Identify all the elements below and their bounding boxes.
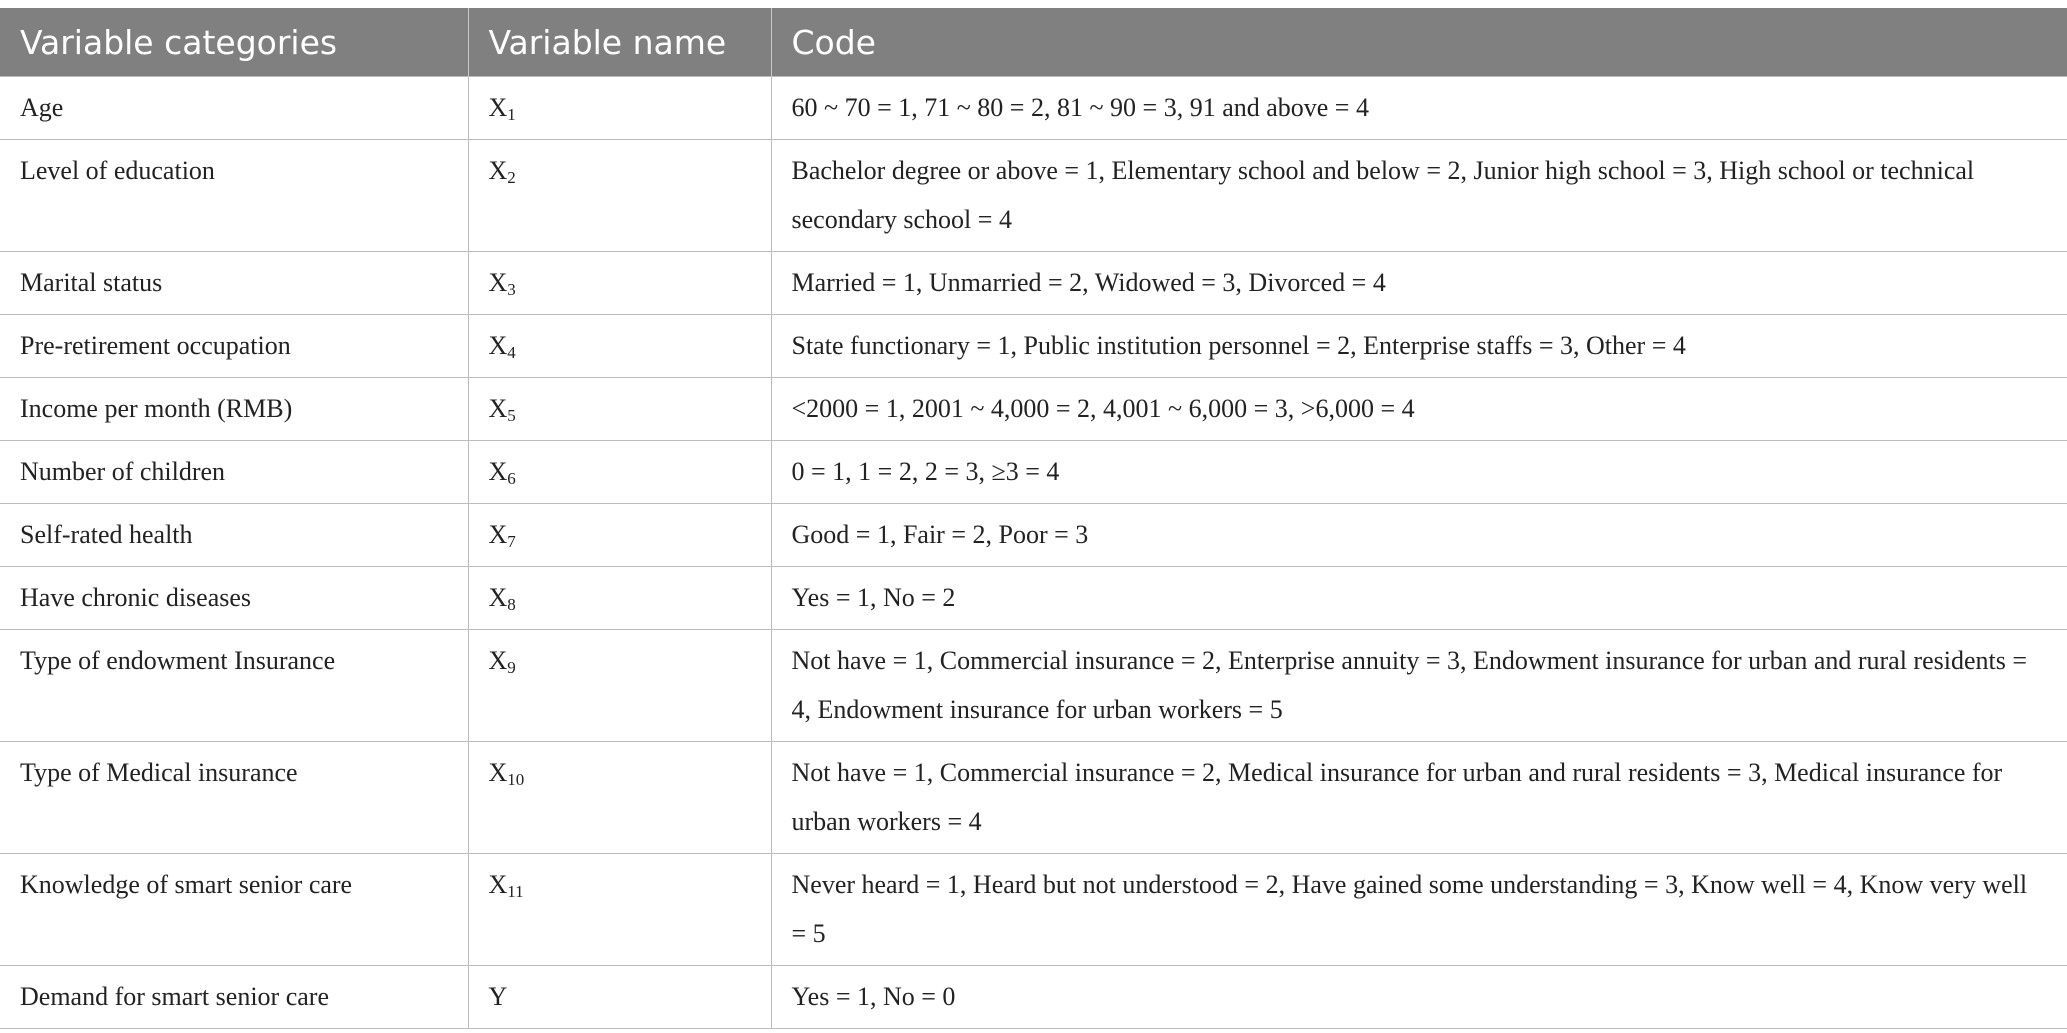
cell-variable-name xyxy=(468,140,771,252)
cell-code: Yes = 1, No = 0 xyxy=(771,966,2067,1029)
variable-subscript: 10 xyxy=(507,770,525,789)
variable-symbol: X xyxy=(488,520,508,549)
cell-code: Married = 1, Unmarried = 2, Widowed = 3, Divorced = 4 xyxy=(771,252,2067,315)
table-row xyxy=(0,140,2067,252)
header-variable-name: Variable name xyxy=(468,8,771,77)
variable-symbol: X xyxy=(488,268,508,297)
cell-category: Demand for smart senior care xyxy=(0,966,468,1029)
table-row xyxy=(0,441,2067,504)
cell-variable-name xyxy=(468,567,771,630)
table-row xyxy=(0,378,2067,441)
cell-code: Not have = 1, Commercial insurance = 2, Enterprise annuity = 3, Endowment insurance for urban and rural residents = 4, Endowment insurance for urban workers = 5 xyxy=(771,630,2067,742)
cell-category: Marital status xyxy=(0,252,468,315)
cell-variable-name xyxy=(468,630,771,742)
variable-symbol: X xyxy=(488,870,508,899)
cell-variable-name xyxy=(468,252,771,315)
cell-variable-name xyxy=(468,378,771,441)
variable-subscript: 7 xyxy=(507,532,516,551)
cell-category: Type of endowment Insurance xyxy=(0,630,468,742)
cell-code: Never heard = 1, Heard but not understood = 2, Have gained some understanding = 3, Know well = 4, Know very well = 5 xyxy=(771,854,2067,966)
variable-symbol: X xyxy=(488,457,508,486)
table-row xyxy=(0,567,2067,630)
variable-symbol: Y xyxy=(488,982,508,1011)
cell-category: Age xyxy=(0,77,468,140)
variable-subscript: 11 xyxy=(507,882,524,901)
cell-code: Yes = 1, No = 2 xyxy=(771,567,2067,630)
cell-category: Type of Medical insurance xyxy=(0,742,468,854)
variable-coding-table-container xyxy=(0,8,2067,1029)
header-row xyxy=(0,8,2067,77)
table-row xyxy=(0,630,2067,742)
cell-variable-name xyxy=(468,966,771,1029)
cell-category: Income per month (RMB) xyxy=(0,378,468,441)
cell-code: 60 ~ 70 = 1, 71 ~ 80 = 2, 81 ~ 90 = 3, 91 and above = 4 xyxy=(771,77,2067,140)
cell-variable-name xyxy=(468,77,771,140)
cell-code: 0 = 1, 1 = 2, 2 = 3, ≥3 = 4 xyxy=(771,441,2067,504)
table-row xyxy=(0,966,2067,1029)
cell-code: State functionary = 1, Public institution personnel = 2, Enterprise staffs = 3, Other = 4 xyxy=(771,315,2067,378)
variable-subscript: 8 xyxy=(507,595,516,614)
cell-category: Number of children xyxy=(0,441,468,504)
cell-category: Pre-retirement occupation xyxy=(0,315,468,378)
cell-variable-name xyxy=(468,315,771,378)
variable-symbol: X xyxy=(488,93,508,122)
table-row xyxy=(0,252,2067,315)
cell-code: Bachelor degree or above = 1, Elementary school and below = 2, Junior high school = 3, High school or technical secondary school = 4 xyxy=(771,140,2067,252)
variable-symbol: X xyxy=(488,394,508,423)
header-code: Code xyxy=(771,8,2067,77)
cell-variable-name xyxy=(468,441,771,504)
variable-subscript: 1 xyxy=(507,105,516,124)
cell-category: Self-rated health xyxy=(0,504,468,567)
header-variable-categories: Variable categories xyxy=(0,8,468,77)
cell-variable-name xyxy=(468,742,771,854)
variable-symbol: X xyxy=(488,331,508,360)
variable-subscript: 4 xyxy=(507,343,516,362)
variable-subscript: 3 xyxy=(507,280,516,299)
variable-subscript: 9 xyxy=(507,658,516,677)
cell-code: Good = 1, Fair = 2, Poor = 3 xyxy=(771,504,2067,567)
variable-symbol: X xyxy=(488,758,508,787)
variable-subscript: 6 xyxy=(507,469,516,488)
table-row xyxy=(0,854,2067,966)
table-body xyxy=(0,77,2067,1029)
table-header xyxy=(0,8,2067,77)
cell-category: Knowledge of smart senior care xyxy=(0,854,468,966)
variable-coding-table xyxy=(0,8,2067,1029)
cell-category: Level of education xyxy=(0,140,468,252)
variable-subscript: 5 xyxy=(507,406,516,425)
variable-symbol: X xyxy=(488,583,508,612)
cell-code: <2000 = 1, 2001 ~ 4,000 = 2, 4,001 ~ 6,000 = 3, >6,000 = 4 xyxy=(771,378,2067,441)
cell-code: Not have = 1, Commercial insurance = 2, Medical insurance for urban and rural residents = 3, Medical insurance for urban workers = 4 xyxy=(771,742,2067,854)
cell-variable-name xyxy=(468,504,771,567)
table-row xyxy=(0,504,2067,567)
cell-variable-name xyxy=(468,854,771,966)
cell-category: Have chronic diseases xyxy=(0,567,468,630)
table-row xyxy=(0,77,2067,140)
table-row xyxy=(0,315,2067,378)
table-row xyxy=(0,742,2067,854)
variable-symbol: X xyxy=(488,646,508,675)
variable-symbol: X xyxy=(488,156,508,185)
variable-subscript: 2 xyxy=(507,168,516,187)
